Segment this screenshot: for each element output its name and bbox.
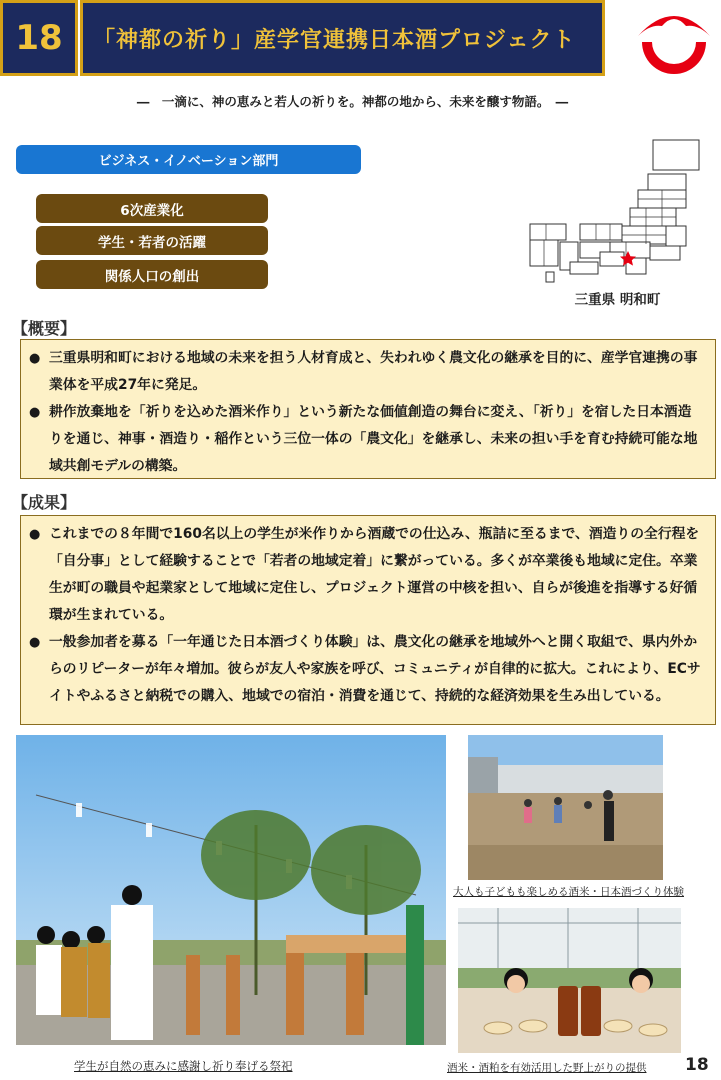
page-title: 「神都の祈り」産学官連携日本酒プロジェクト	[80, 0, 605, 76]
overview-box	[20, 339, 716, 479]
results-bullet: ● これまでの８年間で160名以上の学生が米作りから酒蔵での仕込み、瓶詰に至るまで、酒造りの全行程を「自分事」として経験することで「若者の地域定着」に繋がっている。多くが卒業後も地域に定住。卒業生が町の職員や起業家として地域に定住し、プロジェクト運営の中核を担い、自らが後進を指導する好循環が生まれている。	[29, 521, 705, 629]
tag-population: 関係人口の創出	[36, 260, 268, 289]
page-number: 18	[685, 1055, 709, 1075]
department-badge: ビジネス・イノベーション部門	[16, 145, 361, 174]
bullet-icon: ●	[29, 405, 41, 420]
rice-planting-photo	[468, 735, 663, 880]
food-photo	[458, 908, 681, 1053]
japan-map-icon	[526, 138, 706, 286]
food-photo-caption: 酒米・酒粕を有効活用した野上がりの提供	[447, 1062, 647, 1074]
emblem-logo-icon	[634, 2, 714, 82]
results-bullet: ● 一般参加者を募る「一年通じた日本酒づくり体験」は、農文化の継承を地域外へと開く取組で、県内外からのリピーターが年々増加。彼らが友人や家族を呼び、コミュニティが自律的に拡大。これにより、ECサイトやふるさと納税での購入、地域での宿泊・消費を通じて、持続的な経済効果を生み出している。	[29, 629, 705, 710]
ritual-photo	[16, 735, 446, 1045]
bullet-icon: ●	[29, 351, 41, 366]
rice-planting-caption: 大人も子どもも楽しめる酒米・日本酒づくり体験	[453, 886, 684, 898]
ritual-photo-caption: 学生が自然の恵みに感謝し祈り奉げる祭祀	[74, 1059, 293, 1073]
tag-youth: 学生・若者の活躍	[36, 226, 268, 255]
bullet-icon: ●	[29, 527, 41, 542]
overview-bullet: ● 三重県明和町における地域の未来を担う人材育成と、失われゆく農文化の継承を目的に、産学官連携の事業体を平成27年に発足。	[29, 345, 705, 399]
tagline: ― 一滴に、神の恵みと若人の祈りを。神都の地から、未来を醸す物語。 ―	[136, 94, 569, 109]
bullet-icon: ●	[29, 635, 41, 650]
results-heading: 【成果】	[12, 493, 77, 512]
tag-sixth-industry: 6次産業化	[36, 194, 268, 223]
overview-heading: 【概要】	[12, 319, 77, 338]
header-number: 18	[0, 0, 78, 76]
location-label: 三重県 明和町	[574, 292, 661, 308]
overview-bullet: ● 耕作放棄地を「祈りを込めた酒米作り」という新たな価値創造の舞台に変え、「祈り」を宿した日本酒造りを通じ、神事・酒造り・稲作という三位一体の「農文化」を継承し、未来の担い手を育む持続可能な地域共創モデルの構築。	[29, 399, 705, 480]
results-box	[20, 515, 716, 725]
